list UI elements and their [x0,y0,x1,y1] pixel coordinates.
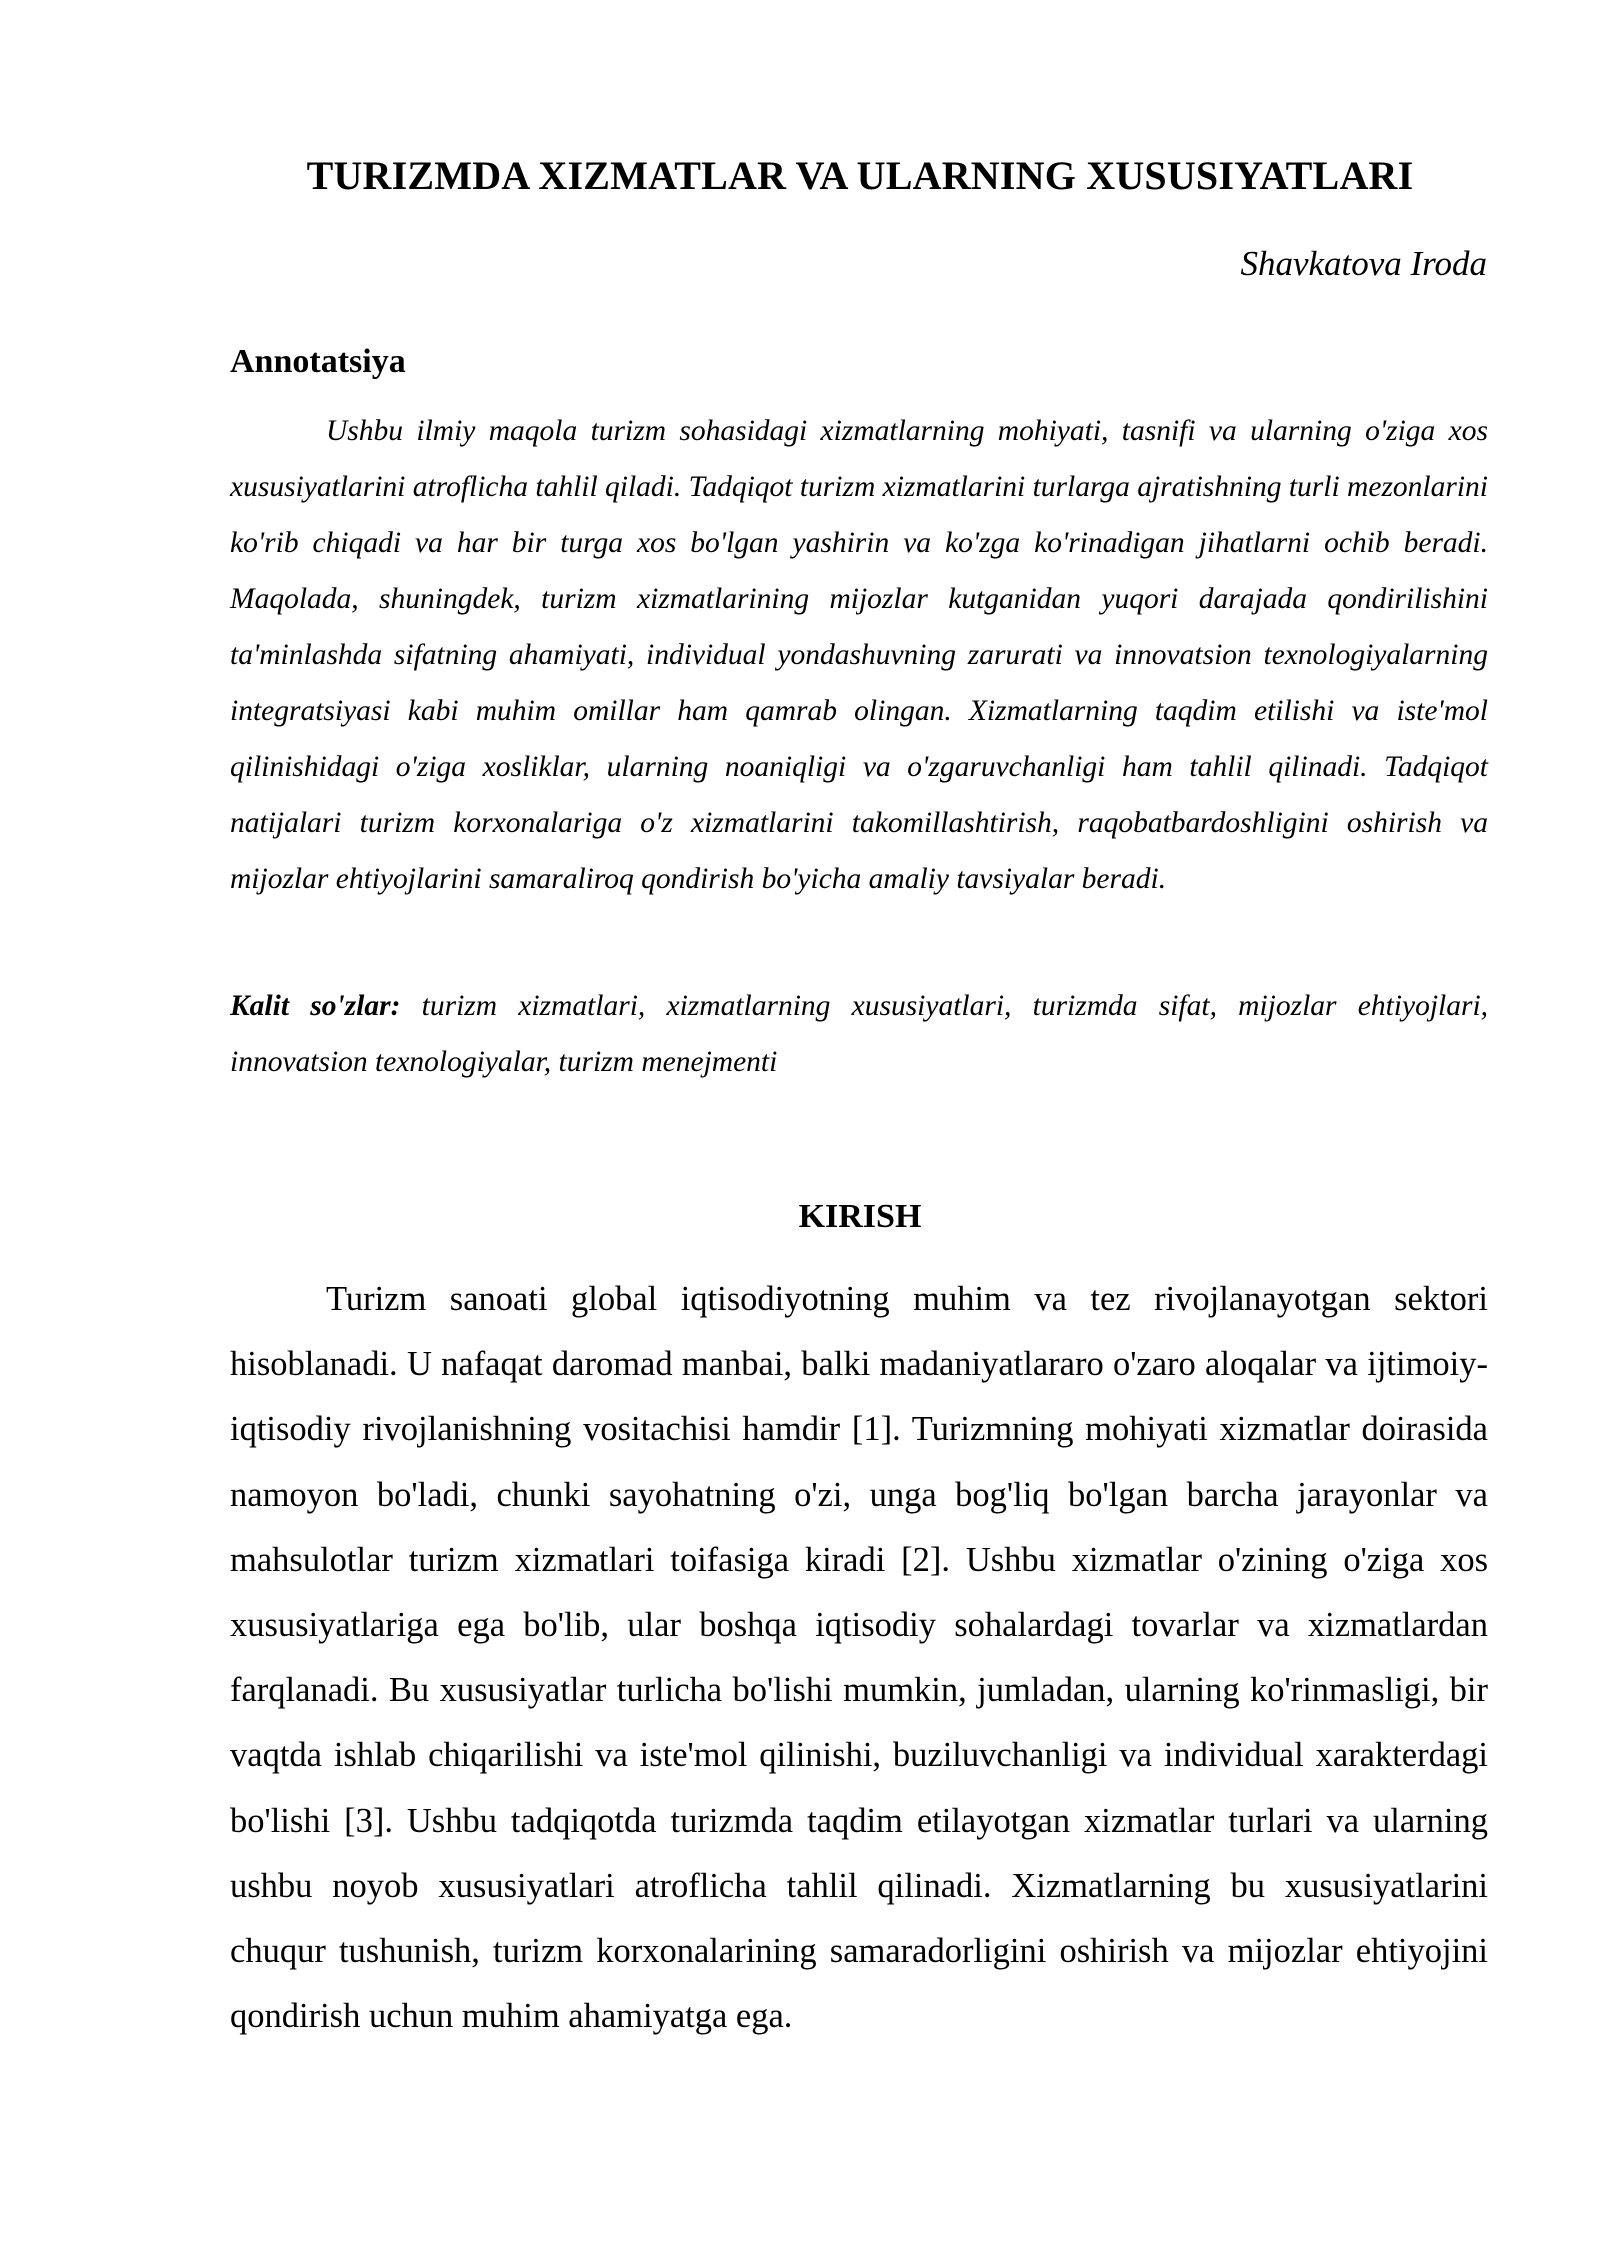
keywords-label: Kalit so'zlar: [230,990,401,1022]
author-name: Shavkatova Iroda [1240,244,1487,283]
paper-title: TURIZMDA XIZMATLAR VA ULARNING XUSUSIYATLARI [306,153,1414,198]
keywords-text: turizm xizmatlari, xizmatlarning xususiyatlari, turizmda sifat, mijozlar ehtiyojlari, innovatsion texnologiyalar, turizm menejmenti [230,990,1489,1078]
keywords-paragraph [230,978,1488,1090]
annotation-text: Ushbu ilmiy maqola turizm sohasidagi xizmatlarning mohiyati, tasnifi va ularning o'ziga xos xususiyatlarini atroflicha tahlil qiladi. Tadqiqot turizm xizmatlarini turlarga ajratishning turli mezonlarini ko'rib chiqadi va har bir turga xos bo'lgan yashirin va ko'zga ko'rinadigan jihatlarni ochib beradi. Maqolada, shuningdek, turizm xizmatlarining mijozlar kutganidan yuqori darajada qondirilishini ta'minlashda sifatning ahamiyati, individual yondashuvning zarurati va innovatsion texnologiyalarning integratsiyasi kabi muhim omillar ham qamrab olingan. Xizmatlarning taqdim etilishi va iste'mol qilinishidagi o'ziga xosliklar, ularning noaniqligi va o'zgaruvchanligi ham tahlil qilinadi. Tadqiqot natijalari turizm korxonalariga o'z xizmatlarini takomillashtirish, raqobatbardoshligini oshirish va mijozlar ehtiyojlarini samaraliroq qondirish bo'yicha amaliy tavsiyalar beradi. [230,415,1488,895]
annotation-heading: Annotatsiya [230,343,406,380]
introduction-heading: KIRISH [798,1198,922,1235]
introduction-text: Turizm sanoati global iqtisodiyotning muhim va tez rivojlanayotgan sektori hisoblanadi. U nafaqat daromad manbai, balki madaniyatlararo o'zaro aloqalar va ijtimoiy-iqtisodiy rivojlanishning vositachisi hamdir [1]. Turizmning mohiyati xizmatlar doirasida namoyon bo'ladi, chunki sayohatning o'zi, unga bog'liq bo'lgan barcha jarayonlar va mahsulotlar turizm xizmatlari toifasiga kiradi [2]. Ushbu xizmatlar o'zining o'ziga xos xususiyatlariga ega bo'lib, ular boshqa iqtisodiy sohalardagi tovarlar va xizmatlardan farqlanadi. Bu xususiyatlar turlicha bo'lishi mumkin, jumladan, ularning ko'rinmasligi, bir vaqtda ishlab chiqarilishi va iste'mol qilinishi, buziluvchanligi va individual xarakterdagi bo'lishi [3]. Ushbu tadqiqotda turizmda taqdim etilayotgan xizmatlar turlari va ularning ushbu noyob xususiyatlari atroflicha tahlil qilinadi. Xizmatlarning bu xususiyatlarini chuqur tushunish, turizm korxonalarining samaradorligini oshirish va mijozlar ehtiyojini qondirish uchun muhim ahamiyatga ega. [230,1280,1488,2036]
